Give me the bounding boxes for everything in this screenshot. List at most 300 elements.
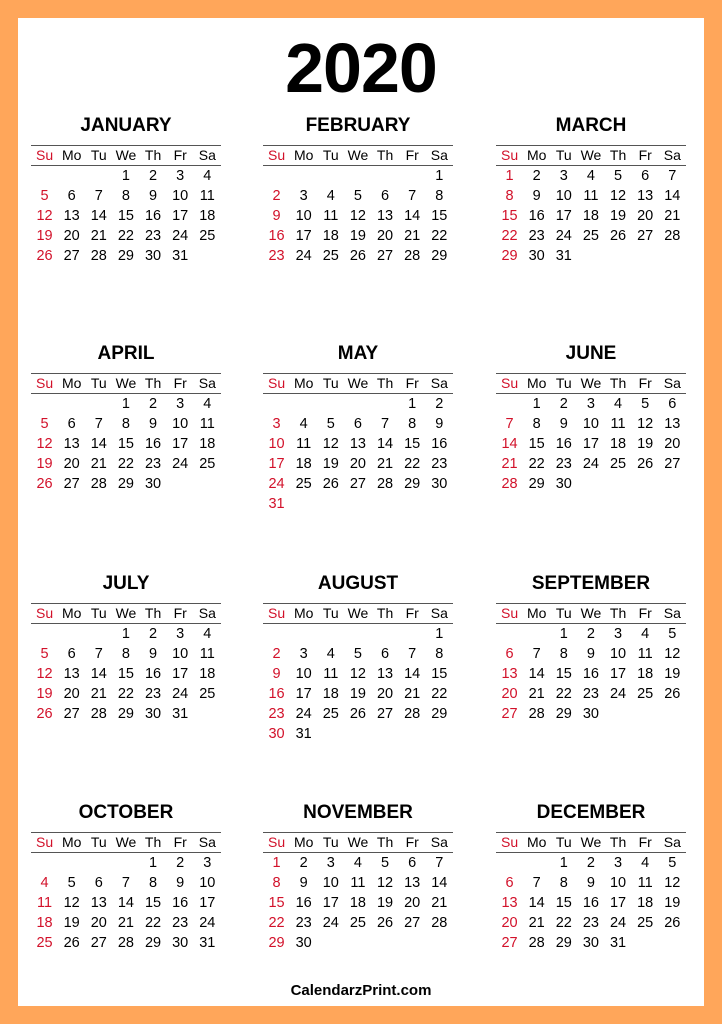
day-cell: 10 [609, 646, 627, 662]
week-row [496, 186, 686, 206]
weekday-label: Th [376, 147, 394, 163]
day-cell: 26 [637, 456, 654, 472]
day-cell: 21 [404, 228, 421, 244]
day-cell: 29 [528, 476, 545, 492]
day-cell: 28 [501, 476, 518, 492]
weekday-label: Th [609, 834, 627, 850]
day-cell: 16 [144, 208, 162, 224]
weekday-label: Fr [638, 375, 652, 391]
weekday-label: We [580, 147, 602, 163]
day-cell: 4 [641, 855, 650, 871]
day-cell: 8 [121, 188, 130, 204]
day-cell: 16 [528, 208, 545, 224]
day-cell [167, 474, 194, 494]
day-cell [426, 933, 453, 953]
month-title: NOVEMBER [303, 802, 413, 823]
day-cell: 14 [528, 666, 545, 682]
day-cell: 25 [322, 248, 339, 264]
day-cell: 3 [614, 855, 623, 871]
day-cell [659, 933, 686, 953]
weekday-label: Su [268, 834, 286, 850]
day-cell: 15 [117, 666, 134, 682]
day-cell: 24 [322, 915, 339, 931]
day-cell [659, 474, 686, 494]
day-cell: 3 [326, 855, 335, 871]
day-cell: 10 [609, 875, 627, 891]
day-cell: 27 [376, 248, 394, 264]
month-title: SEPTEMBER [531, 573, 651, 594]
day-cell: 5 [614, 168, 623, 184]
weekday-label: Su [501, 375, 519, 391]
week-row [496, 226, 686, 246]
weekday-label: Su [36, 605, 54, 621]
day-cell: 1 [559, 626, 568, 642]
day-cell: 5 [40, 188, 49, 204]
day-cell [399, 624, 426, 644]
day-cell: 21 [528, 686, 545, 702]
day-cell: 9 [149, 188, 158, 204]
day-cell [31, 394, 58, 414]
day-cell: 6 [408, 855, 417, 871]
day-cell: 6 [94, 875, 103, 891]
day-cell: 17 [172, 436, 189, 452]
day-cell [659, 246, 686, 266]
day-cell: 6 [381, 646, 390, 662]
week-row [496, 474, 686, 494]
day-cell: 17 [295, 686, 312, 702]
day-cell [496, 394, 523, 414]
day-cell [399, 933, 426, 953]
week-row [496, 166, 686, 186]
weekday-label: Tu [322, 147, 339, 163]
day-cell: 11 [199, 416, 215, 432]
day-cell [632, 474, 659, 494]
week-row [31, 684, 221, 704]
day-cell: 25 [637, 915, 654, 931]
day-cell: 12 [322, 436, 339, 452]
day-cell: 27 [63, 476, 80, 492]
weekday-label: Fr [405, 375, 419, 391]
month-title: MARCH [555, 115, 627, 136]
day-cell: 16 [144, 666, 162, 682]
day-cell: 8 [559, 646, 568, 662]
day-cell: 29 [144, 935, 162, 951]
week-row [496, 644, 686, 664]
day-cell: 26 [36, 248, 53, 264]
day-cell: 11 [637, 875, 653, 891]
day-cell: 23 [268, 706, 285, 722]
day-cell: 16 [268, 686, 285, 702]
weekday-label: Tu [322, 834, 339, 850]
day-cell: 25 [609, 456, 627, 472]
day-cell: 11 [610, 416, 626, 432]
day-cell: 7 [532, 646, 541, 662]
day-cell: 27 [501, 706, 518, 722]
day-cell: 30 [144, 706, 162, 722]
day-cell: 7 [532, 875, 541, 891]
day-cell: 15 [431, 208, 448, 224]
day-cell [632, 704, 659, 724]
weekday-label: Tu [90, 375, 107, 391]
day-cell: 12 [349, 208, 366, 224]
day-cell: 1 [408, 396, 417, 412]
day-cell: 25 [637, 686, 654, 702]
day-cell: 21 [90, 228, 107, 244]
day-cell: 8 [121, 646, 130, 662]
week-row [496, 913, 686, 933]
day-cell [399, 166, 426, 186]
day-cell: 24 [172, 456, 189, 472]
day-cell [317, 394, 344, 414]
day-cell: 26 [664, 915, 681, 931]
weekday-label: Th [609, 605, 627, 621]
day-cell: 10 [322, 875, 339, 891]
day-cell [372, 394, 399, 414]
week-row [263, 166, 453, 186]
weekday-label: Th [144, 605, 162, 621]
day-cell: 24 [295, 706, 312, 722]
day-cell [659, 704, 686, 724]
day-cell: 19 [322, 456, 339, 472]
weekday-label: Su [501, 605, 519, 621]
day-cell [317, 494, 344, 514]
day-cell: 13 [90, 895, 107, 911]
week-row [496, 454, 686, 474]
day-cell [31, 853, 58, 873]
day-cell: 31 [555, 248, 572, 264]
week-row [31, 414, 221, 434]
day-cell: 11 [199, 646, 215, 662]
day-cell: 7 [408, 188, 417, 204]
weekday-header [263, 373, 453, 394]
day-cell: 5 [353, 646, 362, 662]
week-row [31, 624, 221, 644]
day-cell [523, 853, 550, 873]
day-cell: 6 [505, 875, 514, 891]
day-cell: 20 [404, 895, 421, 911]
day-cell: 13 [63, 436, 80, 452]
day-cell: 12 [349, 666, 366, 682]
day-cell: 26 [609, 228, 627, 244]
day-cell: 20 [376, 228, 394, 244]
day-cell: 5 [641, 396, 650, 412]
day-cell: 14 [90, 666, 107, 682]
day-cell: 19 [664, 666, 681, 682]
day-cell: 26 [322, 476, 339, 492]
day-cell: 4 [326, 188, 335, 204]
day-cell: 8 [532, 416, 541, 432]
day-cell [426, 494, 453, 514]
weekday-label: Mo [61, 834, 82, 850]
week-row [31, 226, 221, 246]
weekday-label: Sa [198, 834, 216, 850]
day-cell: 23 [268, 248, 285, 264]
weekday-label: Sa [430, 147, 448, 163]
day-cell: 22 [404, 456, 421, 472]
day-cell: 13 [404, 875, 421, 891]
weekday-label: Th [376, 605, 394, 621]
day-cell: 14 [90, 436, 107, 452]
day-cell: 12 [376, 875, 394, 891]
day-cell: 27 [664, 456, 681, 472]
weekday-label: Fr [638, 834, 652, 850]
day-cell: 20 [664, 436, 681, 452]
week-row [31, 873, 221, 893]
day-cell: 5 [40, 416, 49, 432]
day-cell: 22 [431, 228, 448, 244]
weekday-header [263, 603, 453, 624]
day-cell: 24 [555, 228, 572, 244]
day-cell: 30 [555, 476, 572, 492]
day-cell [85, 853, 112, 873]
day-cell: 7 [94, 416, 103, 432]
day-cell: 6 [668, 396, 677, 412]
week-row [263, 853, 453, 873]
day-cell: 17 [172, 208, 189, 224]
day-cell: 20 [63, 456, 80, 472]
day-cell: 6 [67, 188, 76, 204]
day-cell: 7 [94, 646, 103, 662]
day-cell: 7 [435, 855, 444, 871]
month-november [263, 801, 453, 953]
day-cell: 5 [67, 875, 76, 891]
week-row [263, 873, 453, 893]
day-cell: 10 [172, 416, 189, 432]
weekday-label: Su [36, 375, 54, 391]
day-cell: 4 [203, 396, 212, 412]
day-cell: 29 [117, 706, 134, 722]
week-row [496, 206, 686, 226]
day-cell: 11 [323, 666, 339, 682]
year-title: 2020 [285, 29, 437, 107]
day-cell: 29 [117, 476, 134, 492]
weekday-label: Sa [663, 834, 681, 850]
day-cell [58, 853, 85, 873]
day-cell: 11 [637, 646, 653, 662]
day-cell: 13 [501, 895, 518, 911]
day-cell: 26 [664, 686, 681, 702]
day-cell: 3 [176, 626, 185, 642]
day-cell: 9 [272, 666, 281, 682]
month-title: AUGUST [317, 573, 399, 594]
weekday-label: We [115, 605, 137, 621]
weekday-header [31, 373, 221, 394]
day-cell: 19 [637, 436, 654, 452]
day-cell: 14 [404, 666, 421, 682]
day-cell: 31 [172, 706, 189, 722]
day-cell: 16 [582, 895, 599, 911]
week-row [263, 434, 453, 454]
weekday-label: Tu [555, 605, 572, 621]
day-cell: 9 [532, 188, 541, 204]
weekday-label: Tu [555, 834, 572, 850]
day-cell: 17 [295, 228, 312, 244]
day-cell: 21 [404, 686, 421, 702]
week-row [263, 644, 453, 664]
weekday-label: Fr [173, 375, 187, 391]
day-cell: 14 [376, 436, 394, 452]
day-cell: 19 [349, 686, 366, 702]
day-cell: 17 [172, 666, 189, 682]
footer-website: CalendarzPrint.com [290, 982, 432, 999]
day-cell [605, 246, 632, 266]
day-cell [577, 246, 604, 266]
month-march [496, 114, 686, 266]
day-cell: 12 [637, 416, 654, 432]
day-cell [58, 166, 85, 186]
day-cell: 9 [149, 416, 158, 432]
day-cell: 28 [90, 248, 107, 264]
week-row [31, 933, 221, 953]
weekday-label: Mo [293, 375, 314, 391]
day-cell: 31 [295, 726, 312, 742]
month-title: JUNE [565, 343, 617, 364]
day-cell: 10 [295, 666, 312, 682]
day-cell: 16 [555, 436, 572, 452]
month-title: APRIL [97, 343, 155, 364]
day-cell: 29 [117, 248, 134, 264]
day-cell: 23 [144, 228, 162, 244]
day-cell: 5 [381, 855, 390, 871]
weekday-label: Th [144, 375, 162, 391]
day-cell: 11 [350, 875, 366, 891]
weekday-label: Mo [526, 834, 547, 850]
month-title: JANUARY [80, 115, 172, 136]
day-cell [344, 724, 371, 744]
day-cell: 15 [117, 436, 134, 452]
day-cell: 4 [614, 396, 623, 412]
weekday-label: Fr [638, 605, 652, 621]
day-cell: 9 [149, 646, 158, 662]
day-cell: 13 [501, 666, 518, 682]
day-cell: 3 [176, 396, 185, 412]
day-cell: 30 [144, 476, 162, 492]
weekday-label: Fr [405, 605, 419, 621]
day-cell: 23 [431, 456, 448, 472]
day-cell: 12 [664, 875, 681, 891]
weekday-label: We [580, 605, 602, 621]
day-cell: 26 [36, 706, 53, 722]
day-cell: 13 [376, 666, 394, 682]
weekday-label: We [347, 834, 369, 850]
week-row [31, 644, 221, 664]
day-cell: 6 [381, 188, 390, 204]
day-cell: 10 [172, 188, 189, 204]
day-cell: 28 [90, 476, 107, 492]
day-cell: 7 [121, 875, 130, 891]
day-cell: 3 [272, 416, 281, 432]
day-cell: 21 [501, 456, 518, 472]
day-cell: 11 [323, 208, 339, 224]
day-cell: 7 [668, 168, 677, 184]
day-cell: 25 [199, 686, 216, 702]
day-cell: 21 [376, 456, 394, 472]
week-row [31, 206, 221, 226]
day-cell: 30 [431, 476, 448, 492]
day-cell: 15 [501, 208, 518, 224]
day-cell: 10 [555, 188, 572, 204]
day-cell: 30 [172, 935, 189, 951]
day-cell: 25 [295, 476, 312, 492]
day-cell: 21 [90, 456, 107, 472]
day-cell [399, 724, 426, 744]
weekday-label: Mo [293, 605, 314, 621]
day-cell: 8 [435, 646, 444, 662]
week-row [263, 474, 453, 494]
weekday-label: Mo [293, 834, 314, 850]
day-cell: 12 [664, 646, 681, 662]
day-cell: 6 [505, 646, 514, 662]
day-cell: 2 [149, 168, 158, 184]
day-cell: 4 [641, 626, 650, 642]
day-cell: 25 [322, 706, 339, 722]
day-cell: 22 [431, 686, 448, 702]
month-september [496, 572, 686, 724]
week-row [263, 684, 453, 704]
day-cell [372, 933, 399, 953]
day-cell: 25 [582, 228, 599, 244]
weekday-header [263, 145, 453, 166]
day-cell: 15 [528, 436, 545, 452]
day-cell: 19 [36, 686, 53, 702]
day-cell: 6 [641, 168, 650, 184]
day-cell [290, 494, 317, 514]
weekday-header [31, 145, 221, 166]
day-cell [426, 724, 453, 744]
day-cell [85, 624, 112, 644]
weekday-label: Tu [90, 605, 107, 621]
day-cell: 10 [172, 646, 189, 662]
month-february [263, 114, 453, 266]
day-cell: 13 [63, 208, 80, 224]
day-cell [344, 624, 371, 644]
day-cell: 10 [295, 208, 312, 224]
day-cell [372, 724, 399, 744]
weekday-label: Tu [555, 147, 572, 163]
week-row [31, 246, 221, 266]
day-cell: 28 [528, 706, 545, 722]
day-cell: 18 [36, 915, 53, 931]
day-cell: 31 [609, 935, 627, 951]
day-cell: 21 [90, 686, 107, 702]
week-row [263, 624, 453, 644]
day-cell: 30 [144, 248, 162, 264]
day-cell: 27 [501, 935, 518, 951]
week-row [263, 454, 453, 474]
day-cell [344, 494, 371, 514]
day-cell: 24 [295, 248, 312, 264]
day-cell: 3 [299, 646, 308, 662]
week-row [263, 893, 453, 913]
day-cell: 22 [144, 915, 162, 931]
day-cell: 8 [559, 875, 568, 891]
day-cell: 20 [63, 686, 80, 702]
day-cell: 27 [63, 706, 80, 722]
weekday-label: Sa [663, 147, 681, 163]
day-cell [194, 474, 221, 494]
day-cell [317, 624, 344, 644]
weekday-label: Th [609, 147, 627, 163]
weekday-label: Mo [61, 147, 82, 163]
day-cell: 21 [664, 208, 681, 224]
day-cell: 5 [326, 416, 335, 432]
day-cell: 4 [40, 875, 49, 891]
day-cell: 12 [36, 208, 53, 224]
day-cell: 25 [199, 228, 216, 244]
weekday-label: Tu [555, 375, 572, 391]
weekday-label: Sa [198, 605, 216, 621]
day-cell: 21 [528, 915, 545, 931]
